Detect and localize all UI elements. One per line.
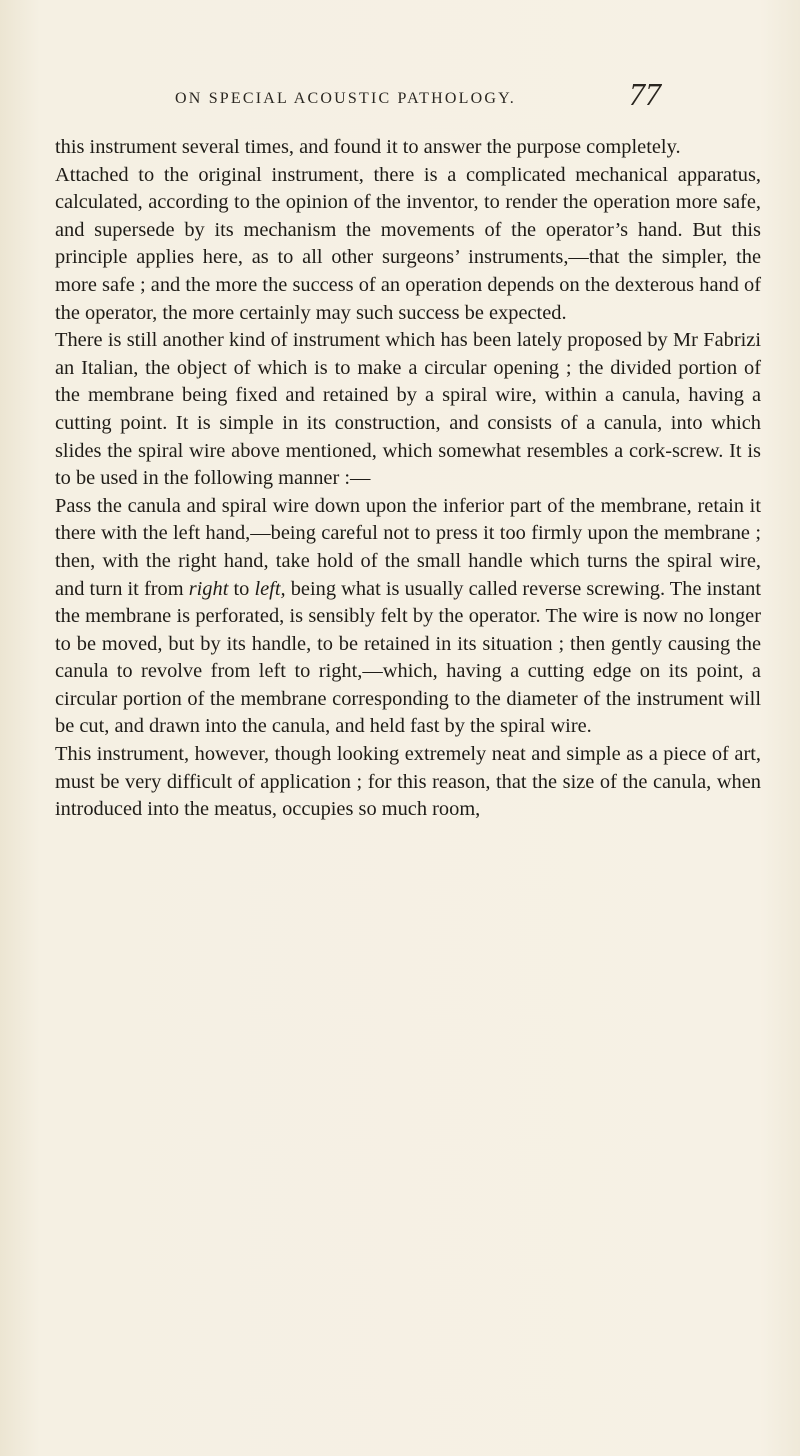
paragraph-4-part-3: being what is usually called reverse screwing. The instant the membrane is perforated, is sensibly felt by the operator. The wire is now no longer to be moved, but by its handle, to be retained in its situation ; then gently causing the canula to revolve from left to right,—which, having a cutting edge on its point, a circular portion of the membrane corresponding to the diameter of the instrument will be cut, and drawn into the canula, and held fast by the spiral wire. bbox=[55, 577, 761, 738]
page-number: 77 bbox=[629, 76, 661, 112]
paragraph-4 bbox=[55, 493, 761, 741]
body-text bbox=[55, 134, 771, 824]
book-page bbox=[55, 68, 771, 824]
italic-left: left, bbox=[254, 577, 286, 600]
paragraph-4-part-2: to bbox=[228, 577, 255, 600]
paragraph-1: this instrument several times, and found it to answer the purpose completely. bbox=[55, 136, 681, 158]
paragraph-5: This instrument, however, though looking extremely neat and simple as a piece of art, must be very difficult of application ; for this reason, that the size of the canula, when introduced into the meatus, occupies so much room, bbox=[55, 743, 761, 821]
paragraph-3: There is still another kind of instrument which has been lately proposed by Mr Fabrizi an Italian, the object of which is to make a circular opening ; the divided portion of the membrane being fixed and retained by a spiral wire, within a canula, having a cutting point. It is simple in its construction, and consists of a canula, into which slides the spiral wire above mentioned, which somewhat resembles a cork-screw. It is to be used in the following manner :— bbox=[55, 329, 761, 490]
running-title: ON SPECIAL ACOUSTIC PATHOLOGY. bbox=[175, 90, 517, 107]
italic-right: right bbox=[188, 577, 229, 600]
paragraph-2: Attached to the original instrument, there is a complicated mechanical apparatus, calculated, according to the opinion of the inventor, to render the operation more safe, and supersede by its mechanism the movements of the operator’s hand. But this principle applies here, as to all other surgeons’ instruments,—that the simpler, the more safe ; and the more the success of an operation depends on the dexterous hand of the operator, the more certainly may such success be expected. bbox=[55, 163, 761, 324]
paragraph-4-part-1: Pass the canula and spiral wire down upon the inferior part of the membrane, retain it there with the left hand,—being careful not to press it too firmly upon the membrane ; then, with the right hand, take hold of the small handle which turns the spiral wire, and turn it from bbox=[55, 494, 761, 600]
running-header bbox=[55, 68, 771, 116]
